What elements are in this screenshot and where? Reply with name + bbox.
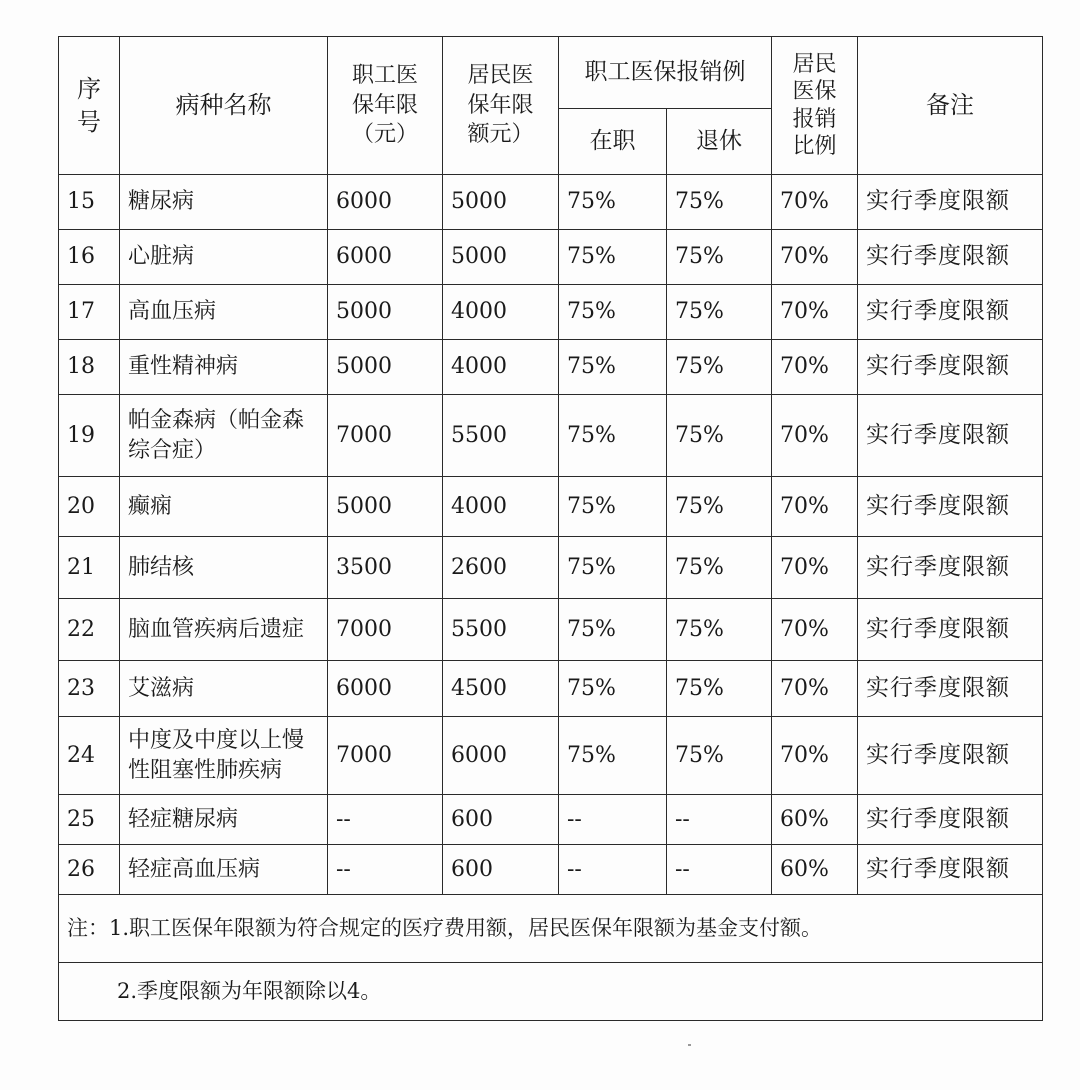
row-note: 实行季度限额 (858, 845, 1043, 895)
row-retired-ratio: -- (667, 845, 772, 895)
header-resident-limit (443, 37, 559, 175)
row-resident-limit: 600 (443, 845, 559, 895)
row-no: 24 (59, 717, 120, 795)
table-body (59, 175, 1043, 895)
row-no: 19 (59, 395, 120, 477)
row-retired-ratio: 75% (667, 599, 772, 661)
row-employee-limit: 3500 (328, 537, 443, 599)
row-resident-ratio: 70% (772, 537, 858, 599)
note-row-2 (59, 963, 1043, 1021)
row-note: 实行季度限额 (858, 285, 1043, 340)
table-row (59, 845, 1043, 895)
row-no: 25 (59, 795, 120, 845)
row-note: 实行季度限额 (858, 175, 1043, 230)
row-employee-limit: 7000 (328, 599, 443, 661)
scan-speck (688, 1044, 691, 1046)
header-no-text: 序号 (76, 75, 101, 136)
row-resident-limit: 5500 (443, 395, 559, 477)
row-resident-ratio: 70% (772, 340, 858, 395)
disease-limit-table (58, 36, 1043, 1021)
row-retired-ratio: -- (667, 795, 772, 845)
row-resident-limit: 6000 (443, 717, 559, 795)
row-no: 16 (59, 230, 120, 285)
row-disease-name: 艾滋病 (120, 661, 328, 717)
row-note: 实行季度限额 (858, 537, 1043, 599)
header-name: 病种名称 (120, 37, 328, 175)
row-employee-limit: 6000 (328, 661, 443, 717)
row-resident-ratio: 70% (772, 477, 858, 537)
header-resident-limit-line: 额元） (467, 122, 534, 148)
row-resident-limit: 4000 (443, 477, 559, 537)
row-employee-limit: 6000 (328, 230, 443, 285)
row-in-service-ratio: 75% (559, 477, 667, 537)
row-retired-ratio: 75% (667, 477, 772, 537)
header-resident-ratio-line: 医保 (792, 79, 837, 104)
header-retired: 退休 (667, 109, 772, 175)
row-no: 20 (59, 477, 120, 537)
row-resident-limit: 5000 (443, 230, 559, 285)
row-no: 21 (59, 537, 120, 599)
header-row-1 (59, 37, 1043, 109)
row-resident-ratio: 70% (772, 717, 858, 795)
header-in-service: 在职 (559, 109, 667, 175)
row-resident-ratio: 70% (772, 175, 858, 230)
row-no: 15 (59, 175, 120, 230)
row-resident-limit: 4000 (443, 340, 559, 395)
row-retired-ratio: 75% (667, 661, 772, 717)
row-resident-ratio: 70% (772, 230, 858, 285)
table-row (59, 717, 1043, 795)
row-resident-ratio: 70% (772, 599, 858, 661)
row-no: 26 (59, 845, 120, 895)
header-resident-ratio (772, 37, 858, 175)
row-note: 实行季度限额 (858, 395, 1043, 477)
row-retired-ratio: 75% (667, 175, 772, 230)
row-no: 17 (59, 285, 120, 340)
header-note: 备注 (858, 37, 1043, 175)
row-disease-name: 轻症高血压病 (120, 845, 328, 895)
row-disease-name: 脑血管疾病后遗症 (120, 599, 328, 661)
header-resident-ratio-line: 居民 (792, 51, 837, 77)
table-row (59, 537, 1043, 599)
row-employee-limit: 5000 (328, 477, 443, 537)
row-note: 实行季度限额 (858, 661, 1043, 717)
row-employee-limit: 5000 (328, 285, 443, 340)
row-note: 实行季度限额 (858, 717, 1043, 795)
header-resident-limit-line: 居民医 (467, 62, 534, 88)
row-note: 实行季度限额 (858, 230, 1043, 285)
row-resident-limit: 4000 (443, 285, 559, 340)
row-retired-ratio: 75% (667, 285, 772, 340)
row-in-service-ratio: 75% (559, 230, 667, 285)
row-in-service-ratio: 75% (559, 340, 667, 395)
table-row (59, 661, 1043, 717)
table-row (59, 477, 1043, 537)
header-employee-limit (328, 37, 443, 175)
row-employee-limit: 5000 (328, 340, 443, 395)
row-in-service-ratio: 75% (559, 537, 667, 599)
row-disease-name: 重性精神病 (120, 340, 328, 395)
table-row (59, 175, 1043, 230)
header-employee-limit-line: 保年限 (351, 92, 418, 118)
row-note: 实行季度限额 (858, 340, 1043, 395)
row-employee-limit: 6000 (328, 175, 443, 230)
note-1: 注：1.职工医保年限额为符合规定的医疗费用额，居民医保年限额为基金支付额。 (59, 895, 1043, 963)
row-note: 实行季度限额 (858, 477, 1043, 537)
header-employee-limit-line: （元） (351, 122, 418, 148)
table-row (59, 599, 1043, 661)
row-disease-name: 糖尿病 (120, 175, 328, 230)
table-row (59, 395, 1043, 477)
header-employee-limit-line: 职工医 (351, 62, 418, 88)
table-row (59, 285, 1043, 340)
row-in-service-ratio: 75% (559, 175, 667, 230)
row-retired-ratio: 75% (667, 340, 772, 395)
row-retired-ratio: 75% (667, 395, 772, 477)
row-in-service-ratio: 75% (559, 599, 667, 661)
row-no: 23 (59, 661, 120, 717)
header-resident-ratio-line: 比例 (792, 134, 837, 159)
row-in-service-ratio: 75% (559, 717, 667, 795)
table-row (59, 340, 1043, 395)
row-resident-limit: 4500 (443, 661, 559, 717)
row-resident-limit: 600 (443, 795, 559, 845)
row-resident-ratio: 60% (772, 795, 858, 845)
row-resident-ratio: 70% (772, 285, 858, 340)
row-disease-name: 癫痫 (120, 477, 328, 537)
note-2: 2.季度限额为年限额除以4。 (59, 963, 1043, 1021)
row-resident-ratio: 70% (772, 395, 858, 477)
row-note: 实行季度限额 (858, 599, 1043, 661)
row-disease-name: 心脏病 (120, 230, 328, 285)
row-resident-ratio: 70% (772, 661, 858, 717)
note-row-1 (59, 895, 1043, 963)
row-retired-ratio: 75% (667, 537, 772, 599)
row-in-service-ratio: -- (559, 795, 667, 845)
header-no (59, 37, 120, 175)
row-retired-ratio: 75% (667, 230, 772, 285)
row-employee-limit: -- (328, 845, 443, 895)
row-in-service-ratio: 75% (559, 661, 667, 717)
table-row (59, 230, 1043, 285)
row-in-service-ratio: 75% (559, 285, 667, 340)
header-resident-ratio-line: 报销 (792, 106, 837, 132)
table-row (59, 795, 1043, 845)
row-retired-ratio: 75% (667, 717, 772, 795)
row-resident-ratio: 60% (772, 845, 858, 895)
header-resident-limit-line: 保年限 (467, 92, 534, 118)
row-employee-limit: -- (328, 795, 443, 845)
row-resident-limit: 5000 (443, 175, 559, 230)
row-disease-name: 高血压病 (120, 285, 328, 340)
row-disease-name: 轻症糖尿病 (120, 795, 328, 845)
row-employee-limit: 7000 (328, 395, 443, 477)
header-employee-ratio: 职工医保报销例 (559, 37, 772, 109)
row-disease-name: 帕金森病（帕金森综合症） (120, 395, 328, 477)
row-resident-limit: 5500 (443, 599, 559, 661)
row-disease-name: 中度及中度以上慢性阻塞性肺疾病 (120, 717, 328, 795)
row-employee-limit: 7000 (328, 717, 443, 795)
row-no: 22 (59, 599, 120, 661)
row-no: 18 (59, 340, 120, 395)
row-in-service-ratio: 75% (559, 395, 667, 477)
row-in-service-ratio: -- (559, 845, 667, 895)
row-note: 实行季度限额 (858, 795, 1043, 845)
row-disease-name: 肺结核 (120, 537, 328, 599)
row-resident-limit: 2600 (443, 537, 559, 599)
